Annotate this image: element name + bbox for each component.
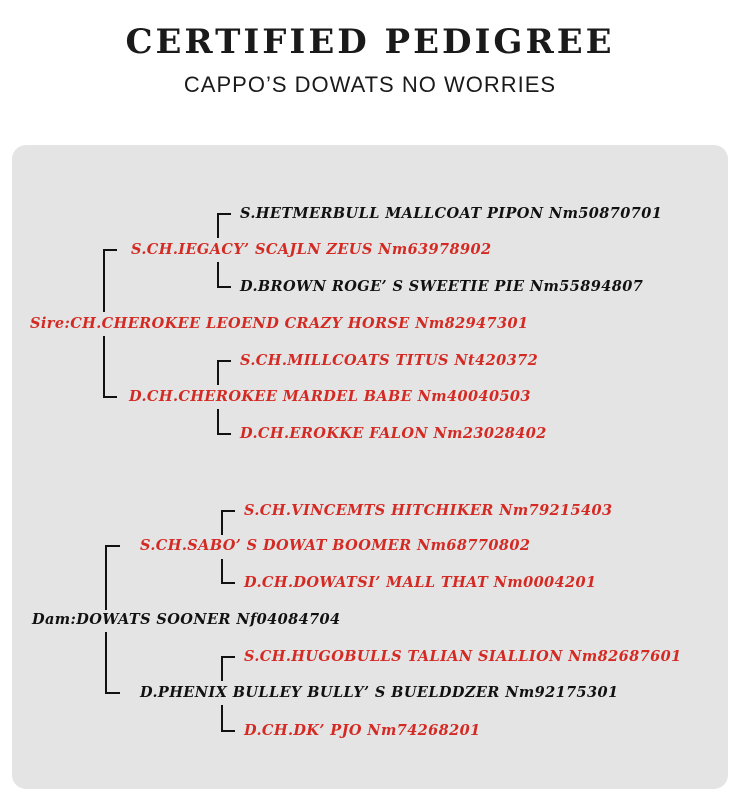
- page-title: CERTIFIED PEDIGREE: [125, 22, 615, 62]
- paternal-dam-sire-entry: S.CH.MILLCOATS TITUS Nt420372: [240, 352, 539, 369]
- dam-entry: Dam:DOWATS SOONER Nf04084704: [32, 611, 341, 628]
- maternal-sire-dam-entry: D.CH.DOWATSI’ MALL THAT Nm0004201: [244, 574, 597, 591]
- sire-entry: Sire:CH.CHEROKEE LEOEND CRAZY HORSE Nm82947301: [30, 315, 529, 332]
- paternal-sire-sire-entry: S.HETMERBULL MALLCOAT PIPON Nm50870701: [240, 205, 663, 222]
- maternal-dam-dam-entry: D.CH.DK’ PJO Nm74268201: [244, 722, 481, 739]
- maternal-sire-entry: S.CH.SABO’ S DOWAT BOOMER Nm68770802: [140, 537, 531, 554]
- paternal-sire-entry: S.CH.IEGACY’ SCAJLN ZEUS Nm63978902: [131, 241, 492, 258]
- maternal-dam-entry: D.PHENIX BULLEY BULLY’ S BUELDDZER Nm92175301: [140, 684, 619, 701]
- paternal-sire-dam-entry: D.BROWN ROGE’ S SWEETIE PIE Nm55894807: [240, 278, 644, 295]
- paternal-dam-dam-entry: D.CH.EROKKE FALON Nm23028402: [240, 425, 547, 442]
- dog-name-subtitle: CAPPO’S DOWATS NO WORRIES: [183, 72, 557, 97]
- paternal-dam-entry: D.CH.CHEROKEE MARDEL BABE Nm40040503: [129, 388, 531, 405]
- maternal-dam-sire-entry: S.CH.HUGOBULLS TALIAN SIALLION Nm82687601: [244, 648, 682, 665]
- maternal-sire-sire-entry: S.CH.VINCEMTS HITCHIKER Nm79215403: [244, 502, 613, 519]
